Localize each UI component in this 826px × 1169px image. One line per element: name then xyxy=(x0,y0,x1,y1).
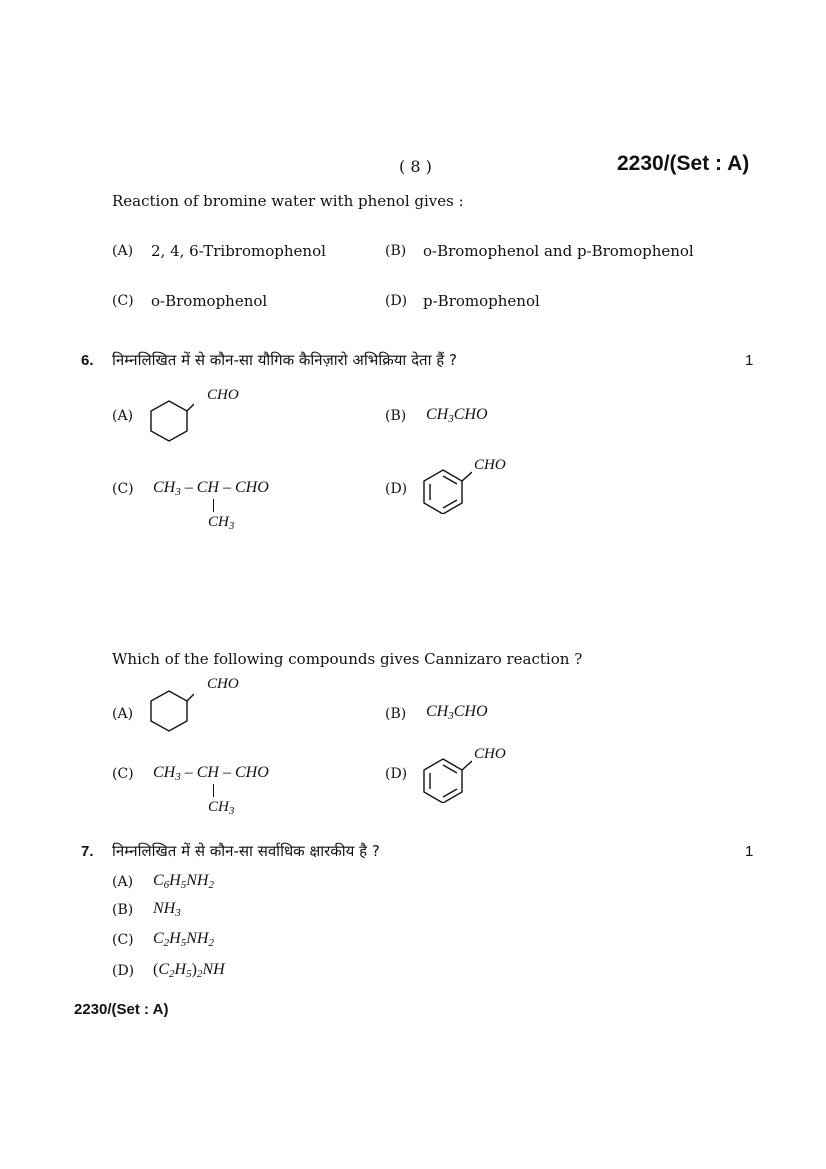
q7-option-d-formula: $(C_2H_5)_2NH$ xyxy=(153,961,225,980)
benzene-ring-structure xyxy=(422,466,472,514)
q5-option-a-label: (A) xyxy=(112,243,134,259)
benzene-ring-structure xyxy=(422,755,472,803)
q6h-option-c-label: (C) xyxy=(112,481,134,497)
q6h-option-a-label: (A) xyxy=(112,408,134,424)
q5-option-b-label: (B) xyxy=(385,243,407,259)
q7-option-c-formula: $C_2H_5NH_2$ xyxy=(153,930,214,949)
q7-option-b-label: (B) xyxy=(112,902,134,918)
q6e-option-b-label: (B) xyxy=(385,706,407,722)
q6h-b-formula: $CH_3CHO$ xyxy=(426,406,488,425)
q5-option-a-text: 2, 4, 6-Tribromophenol xyxy=(151,242,326,260)
q6e-b-formula: $CH_3CHO$ xyxy=(426,703,488,722)
q5-option-b-text: o-Bromophenol and p-Bromophenol xyxy=(423,242,694,260)
q6h-c-methyl: $CH_3$ xyxy=(208,514,235,532)
q6e-option-d-label: (D) xyxy=(385,766,408,782)
q6e-option-c-label: (C) xyxy=(112,766,134,782)
q6h-c-formula: $CH_3$ – CH – CHO xyxy=(153,479,269,498)
set-code-footer: 2230/(Set : A) xyxy=(74,1001,169,1018)
q6-number: 6. xyxy=(81,352,94,369)
q6h-a-cho: CHO xyxy=(207,387,239,403)
q6e-d-cho: CHO xyxy=(474,746,506,762)
q6h-d-cho: CHO xyxy=(474,457,506,473)
q5-option-d-text: p-Bromophenol xyxy=(423,292,540,310)
q6h-option-b-label: (B) xyxy=(385,408,407,424)
q6e-a-cho: CHO xyxy=(207,676,239,692)
q5-question-text: Reaction of bromine water with phenol gives : xyxy=(112,192,464,210)
set-code-header: 2230/(Set : A) xyxy=(617,152,750,175)
q7-option-a-label: (A) xyxy=(112,874,134,890)
q5-option-c-label: (C) xyxy=(112,293,134,309)
q6-marks: 1 xyxy=(745,352,754,369)
q6e-option-a-label: (A) xyxy=(112,706,134,722)
cyclohexane-structure xyxy=(148,398,194,442)
q7-option-c-label: (C) xyxy=(112,932,134,948)
q7-option-a-formula: $C_6H_5NH_2$ xyxy=(153,872,214,891)
q5-option-d-label: (D) xyxy=(385,293,408,309)
q7-number: 7. xyxy=(81,843,94,860)
q7-marks: 1 xyxy=(745,843,754,860)
q6h-option-d-label: (D) xyxy=(385,481,408,497)
q6h-c-bond xyxy=(213,499,214,512)
q6e-c-methyl: $CH_3$ xyxy=(208,799,235,817)
q6e-c-formula: $CH_3$ – CH – CHO xyxy=(153,764,269,783)
q6-hindi-text: निम्नलिखित में से कौन-सा यौगिक कैनिज़ारो अभिक्रिया देता हैं ? xyxy=(112,351,457,369)
q7-hindi-text: निम्नलिखित में से कौन-सा सर्वाधिक क्षारकीय है ? xyxy=(112,842,380,860)
page-number: ( 8 ) xyxy=(399,157,432,176)
q7-option-d-label: (D) xyxy=(112,963,135,979)
q6-english-text: Which of the following compounds gives Cannizaro reaction ? xyxy=(112,650,583,668)
q6e-c-bond xyxy=(213,784,214,797)
q5-option-c-text: o-Bromophenol xyxy=(151,292,268,310)
q7-option-b-formula: $NH_3$ xyxy=(153,900,181,919)
cyclohexane-structure xyxy=(148,688,194,734)
